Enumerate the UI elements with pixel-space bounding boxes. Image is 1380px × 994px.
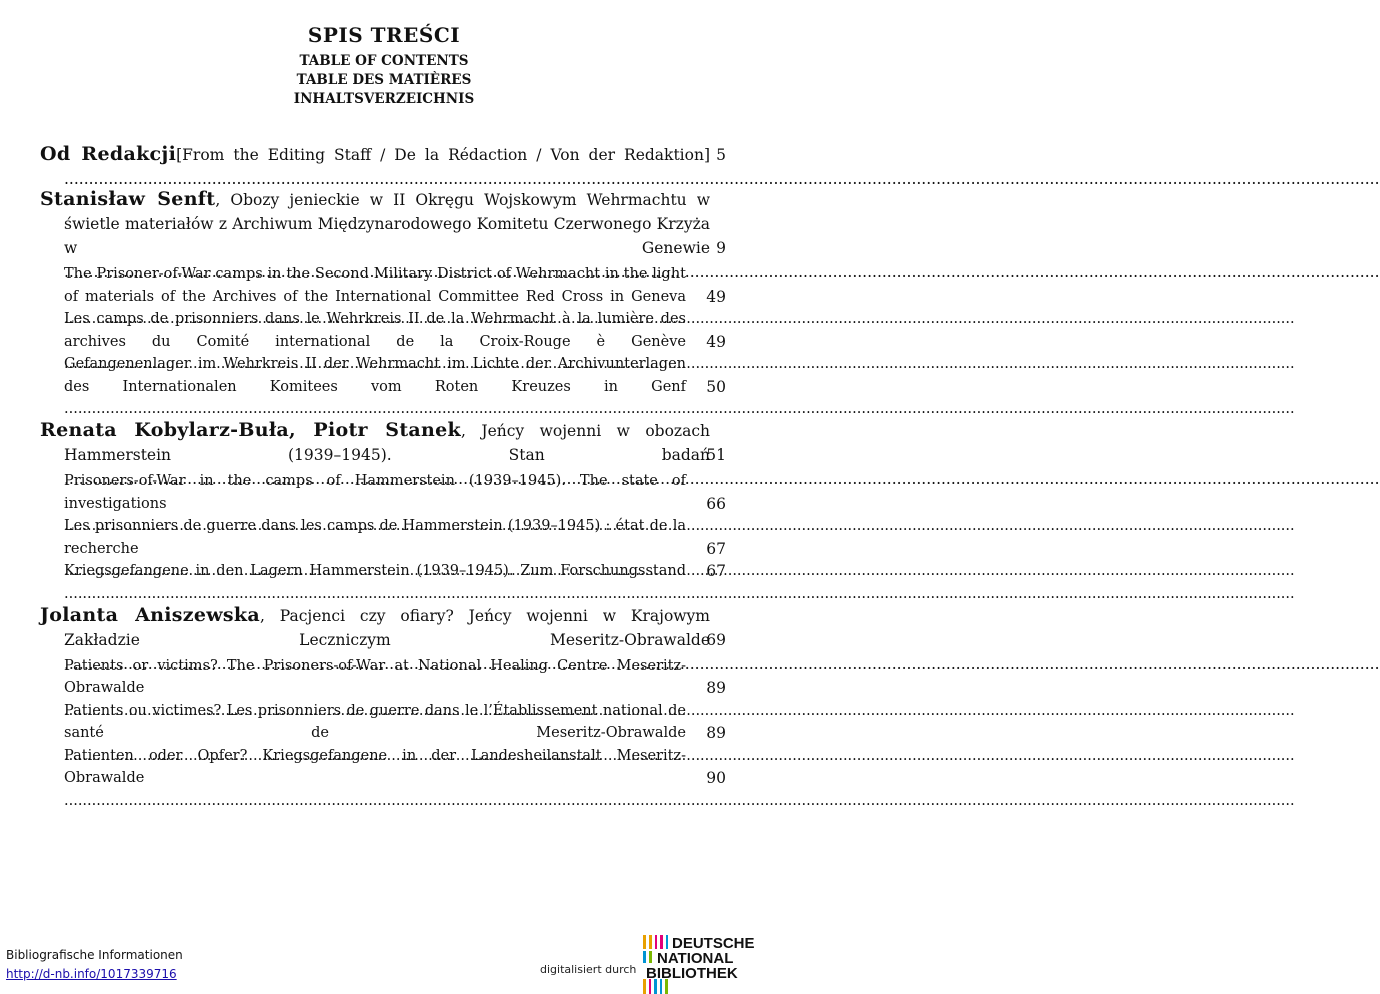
toc-page-number: 9 bbox=[716, 239, 726, 257]
subtitle-fr: TABLE DES MATIÈRES bbox=[296, 72, 472, 88]
toc-section bbox=[40, 418, 726, 583]
dnb-logo bbox=[643, 935, 768, 994]
toc-section bbox=[40, 603, 726, 790]
toc-translation[interactable] bbox=[40, 655, 726, 700]
leader-dots bbox=[64, 170, 1380, 188]
toc-page-number: 51 bbox=[706, 446, 726, 464]
toc-title: , Obozy jenieckie w II Okręgu Wojskowym Wehrmachtu w świetle materiałów z Archiwum Międzynarodowego Komitetu Czerwonego Krzyża w Genewie bbox=[64, 191, 711, 257]
subtitle-de: INHALTSVERZEICHNIS bbox=[293, 91, 475, 107]
toc-translation-text bbox=[64, 700, 686, 745]
digitalized-by-label: digitalisiert durch bbox=[540, 963, 637, 976]
toc-translation[interactable] bbox=[40, 560, 726, 583]
toc-translation-title: Prisoners-of-War in the camps of Hammerstein (1939–1945). The state of investigations bbox=[64, 473, 686, 512]
bibliographic-info-label: Bibliografische Informationen bbox=[6, 948, 183, 962]
logo-line-2: NATIONAL bbox=[657, 950, 734, 967]
toc-translation[interactable] bbox=[40, 308, 726, 353]
toc-translation-text bbox=[64, 263, 686, 308]
subtitle-en: TABLE OF CONTENTS bbox=[299, 53, 469, 69]
toc-translation-text bbox=[64, 655, 686, 700]
toc-page-number: 89 bbox=[706, 679, 726, 697]
toc-author: Stanisław Senft bbox=[40, 188, 216, 210]
toc-translation-text bbox=[64, 515, 686, 560]
toc-entry[interactable] bbox=[40, 142, 726, 167]
toc-page-number: 89 bbox=[706, 724, 726, 742]
toc-translation-title: Patients ou victimes? Les prisonniers de guerre dans le l’Établissement national de santé de Meseritz-Obrawalde bbox=[64, 702, 686, 741]
leader-dots bbox=[64, 401, 1295, 417]
toc-translation-title: Les prisonniers de guerre dans les camps de Hammerstein (1939–1945) : état de la recherche bbox=[64, 518, 686, 557]
toc-translation-text bbox=[64, 308, 686, 353]
toc-translation[interactable] bbox=[40, 745, 726, 790]
toc-entry-text bbox=[40, 142, 710, 167]
toc-author: Jolanta Aniszewska bbox=[40, 603, 260, 626]
toc-author: Od Redakcji bbox=[40, 143, 177, 165]
toc-translation[interactable] bbox=[40, 700, 726, 745]
toc-entry[interactable] bbox=[40, 187, 726, 260]
toc-page-number: 5 bbox=[716, 146, 726, 164]
page-title: SPIS TREŚCI bbox=[307, 23, 461, 47]
toc-translation-text bbox=[64, 353, 686, 398]
toc-translation-title: Les camps de prisonniers dans le Wehrkreis II de la Wehrmacht à la lumière des archives du Comité international de la Croix-Rouge è Genève bbox=[64, 311, 686, 350]
toc-entry-text bbox=[40, 603, 711, 652]
toc-entry[interactable] bbox=[40, 603, 726, 652]
toc-page-number: 67 bbox=[706, 539, 726, 558]
toc-title: , Jeńcy wojenni w obozach Hammerstein (1939–1945). Stan badań bbox=[64, 422, 710, 464]
toc-entry-text bbox=[40, 187, 711, 260]
toc-page-number: 90 bbox=[706, 769, 726, 787]
toc-translation-title: The Prisoner-of-War camps in the Second Military District of Wehrmacht in the light of materials of the Archives of the International Committee Red Cross in Geneva bbox=[64, 266, 686, 305]
table-of-contents bbox=[40, 142, 726, 810]
toc-translation[interactable] bbox=[40, 515, 726, 560]
toc-page-number: 49 bbox=[706, 332, 726, 351]
toc-translation[interactable] bbox=[40, 353, 726, 398]
toc-translation-text bbox=[64, 560, 686, 583]
toc-translation[interactable] bbox=[40, 263, 726, 308]
leader-dots bbox=[64, 586, 1295, 602]
toc-translation-title: Kriegsgefangene in den Lagern Hammerstein (1939–1945). Zum Forschungsstand bbox=[64, 563, 686, 579]
toc-section bbox=[40, 187, 726, 398]
leader-dots bbox=[64, 793, 1295, 809]
toc-page-number: 67 bbox=[706, 562, 726, 580]
toc-translation-text bbox=[64, 470, 686, 515]
page-header bbox=[0, 22, 768, 109]
toc-page-number: 66 bbox=[706, 494, 726, 513]
bibliographic-info bbox=[6, 946, 183, 984]
logo-line-3: BIBLIOTHEK bbox=[646, 965, 738, 982]
toc-translation-text bbox=[64, 745, 686, 790]
toc-translation-title: Gefangenenlager im Wehrkreis II der Wehrmacht im Lichte der Archivunterlagen des Internationalen Komitees vom Roten Kreuzes in Genf bbox=[64, 356, 686, 395]
bibliographic-info-link[interactable]: http://d-nb.info/1017339716 bbox=[6, 967, 177, 981]
toc-section bbox=[40, 142, 726, 167]
logo-line-1: DEUTSCHE bbox=[672, 935, 755, 952]
toc-translation-title: Patienten oder Opfer? Kriegsgefangene in der Landesheilanstalt Meseritz-Obrawalde bbox=[64, 747, 686, 786]
toc-page-number: 50 bbox=[706, 377, 726, 396]
toc-page-number: 49 bbox=[706, 287, 726, 306]
toc-title: [From the Editing Staff / De la Rédaction / Von der Redaktion] bbox=[176, 146, 710, 164]
toc-translation-title: Patients or victims? The Prisoners-of-War at National Healing Centre Meseritz-Obrawalde bbox=[64, 657, 686, 696]
toc-entry[interactable] bbox=[40, 418, 726, 467]
toc-author: Renata Kobylarz-Buła, Piotr Stanek bbox=[40, 419, 461, 441]
toc-entry-text bbox=[40, 418, 710, 467]
toc-translation[interactable] bbox=[40, 470, 726, 515]
toc-title: , Pacjenci czy ofiary? Jeńcy wojenni w Krajowym Zakładzie Leczniczym Meseritz-Obrawalde bbox=[64, 606, 711, 649]
toc-page-number: 69 bbox=[706, 630, 726, 649]
